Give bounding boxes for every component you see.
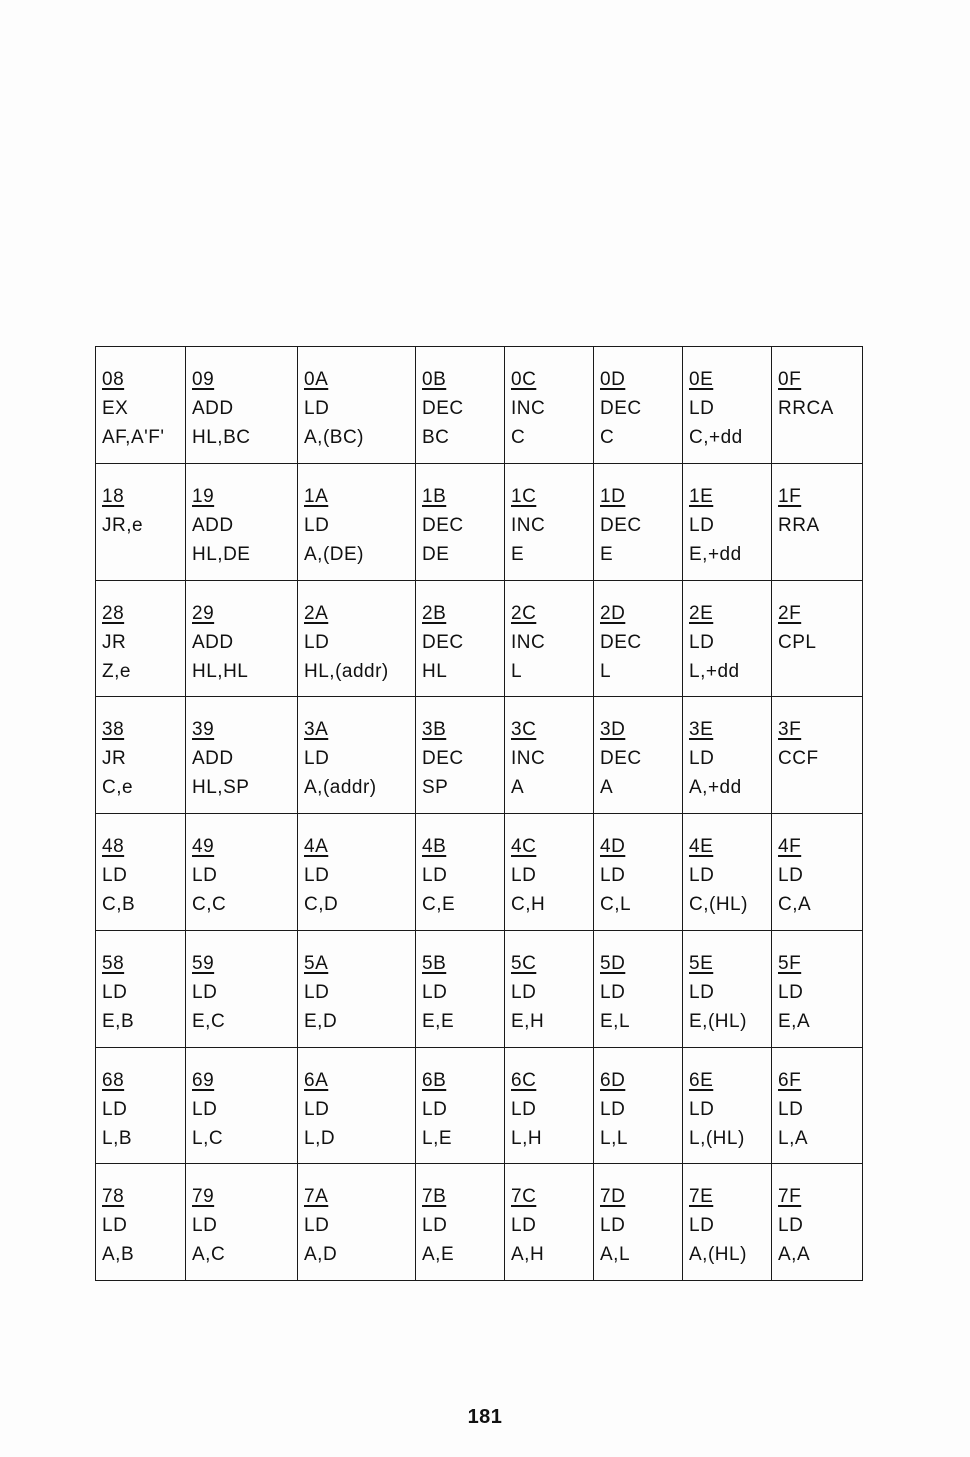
opcode-operands: HL,DE (192, 543, 251, 565)
opcode-mnemonic: LD (304, 981, 330, 1003)
opcode-cell (772, 930, 863, 1047)
opcode-operands: L,A (778, 1127, 809, 1149)
opcode-hex: 3F (778, 719, 802, 741)
opcode-operands: E,D (304, 1010, 338, 1032)
opcode-hex: 1B (422, 485, 447, 507)
opcode-hex: 09 (192, 369, 215, 390)
opcode-operands: L,H (511, 1127, 543, 1149)
opcode-cell (594, 1164, 683, 1281)
opcode-cell (772, 1164, 863, 1281)
opcode-operands (778, 657, 862, 686)
opcode-operands: A,(HL) (689, 1244, 747, 1266)
opcode-mnemonic: LD (689, 1098, 715, 1120)
opcode-mnemonic: DEC (422, 398, 464, 419)
opcode-hex: 2F (778, 602, 802, 624)
opcode-cell (416, 930, 505, 1047)
opcode-hex: 0C (511, 369, 537, 390)
opcode-operands: E,+dd (689, 543, 742, 565)
opcode-operands: A (511, 777, 525, 799)
opcode-hex: 4C (511, 836, 537, 857)
opcode-operands: E,L (600, 1010, 631, 1032)
opcode-hex: 59 (192, 952, 215, 974)
opcode-operands: L,+dd (689, 660, 740, 682)
opcode-cell (416, 697, 505, 814)
opcode-cell (416, 580, 505, 697)
opcode-mnemonic: LD (422, 1098, 448, 1120)
opcode-cell (594, 697, 683, 814)
opcode-mnemonic: LD (689, 865, 715, 886)
opcode-hex: 4D (600, 836, 626, 857)
opcode-cell (186, 1164, 298, 1281)
opcode-hex: 78 (102, 1186, 125, 1208)
opcode-hex: 18 (102, 485, 125, 507)
opcode-mnemonic: DEC (600, 631, 642, 653)
opcode-operands: HL,(addr) (304, 660, 389, 682)
opcode-operands: C,(HL) (689, 894, 748, 915)
opcode-cell (683, 930, 772, 1047)
opcode-mnemonic: DEC (600, 398, 642, 419)
opcode-cell (683, 1164, 772, 1281)
opcode-operands: C,e (102, 777, 134, 799)
opcode-mnemonic: LD (192, 865, 218, 886)
opcode-mnemonic: LD (304, 748, 330, 770)
opcode-operands: HL (422, 660, 448, 682)
opcode-cell (505, 1047, 594, 1164)
opcode-mnemonic: LD (600, 1215, 626, 1237)
opcode-hex: 4B (422, 836, 447, 857)
opcode-hex: 0E (689, 369, 714, 390)
opcode-hex: 5D (600, 952, 626, 974)
opcode-cell (683, 347, 772, 464)
opcode-mnemonic: LD (102, 1098, 128, 1120)
opcode-operands: E,B (102, 1010, 135, 1032)
opcode-hex: 68 (102, 1069, 125, 1091)
page-number: 181 (467, 1406, 503, 1428)
opcode-mnemonic: LD (778, 1215, 804, 1237)
opcode-cell (298, 930, 416, 1047)
table-row (96, 814, 863, 931)
opcode-cell (683, 697, 772, 814)
opcode-operands: A,E (422, 1244, 455, 1266)
opcode-operands: A,(BC) (304, 427, 364, 448)
opcode-mnemonic: LD (778, 1098, 804, 1120)
opcode-mnemonic: LD (600, 1098, 626, 1120)
opcode-mnemonic: LD (600, 981, 626, 1003)
opcode-hex: 58 (102, 952, 125, 974)
opcode-mnemonic: LD (304, 631, 330, 653)
opcode-mnemonic: EX (102, 398, 129, 419)
opcode-cell (96, 1164, 186, 1281)
opcode-hex: 7D (600, 1186, 626, 1208)
opcode-table (95, 346, 863, 1281)
opcode-cell (416, 814, 505, 931)
opcode-hex: 1E (689, 485, 714, 507)
opcode-hex: 5E (689, 952, 714, 974)
opcode-operands: C (511, 427, 526, 448)
opcode-cell (298, 814, 416, 931)
opcode-hex: 38 (102, 719, 125, 741)
table-row (96, 463, 863, 580)
opcode-operands: A,C (192, 1244, 226, 1266)
opcode-operands: L,E (422, 1127, 453, 1149)
opcode-cell (96, 1047, 186, 1164)
opcode-cell (505, 1164, 594, 1281)
opcode-hex: 6E (689, 1069, 714, 1091)
opcode-hex: 4A (304, 836, 329, 857)
opcode-cell (416, 1047, 505, 1164)
opcode-mnemonic: LD (778, 981, 804, 1003)
opcode-mnemonic: LD (778, 865, 804, 886)
opcode-cell (683, 1047, 772, 1164)
opcode-hex: 7F (778, 1186, 802, 1208)
opcode-operands: A,(DE) (304, 543, 364, 565)
opcode-cell (298, 347, 416, 464)
opcode-operands (778, 773, 862, 802)
opcode-hex: 4F (778, 836, 802, 857)
opcode-cell (772, 814, 863, 931)
opcode-hex: 0F (778, 369, 802, 390)
opcode-hex: 5A (304, 952, 329, 974)
opcode-cell (505, 930, 594, 1047)
opcode-mnemonic: LD (102, 865, 128, 886)
opcode-hex: 19 (192, 485, 215, 507)
opcode-operands: E,(HL) (689, 1010, 747, 1032)
opcode-cell (186, 814, 298, 931)
opcode-mnemonic: LD (689, 631, 715, 653)
opcode-cell (298, 1047, 416, 1164)
opcode-cell (186, 463, 298, 580)
opcode-operands: A,A (778, 1244, 811, 1266)
opcode-operands (778, 540, 862, 569)
opcode-operands: C,L (600, 894, 632, 915)
opcode-cell (96, 697, 186, 814)
opcode-operands: C,+dd (689, 427, 743, 448)
opcode-mnemonic: DEC (422, 514, 464, 536)
opcode-operands: AF,A'F' (102, 427, 165, 448)
opcode-hex: 0D (600, 369, 626, 390)
opcode-hex: 7E (689, 1186, 714, 1208)
opcode-cell (298, 697, 416, 814)
opcode-mnemonic: DEC (422, 748, 464, 770)
opcode-operands: E,E (422, 1010, 455, 1032)
opcode-mnemonic: LD (689, 514, 715, 536)
opcode-operands: E,H (511, 1010, 545, 1032)
opcode-hex: 2E (689, 602, 714, 624)
opcode-cell (505, 697, 594, 814)
opcode-operands: C (600, 427, 615, 448)
opcode-hex: 2D (600, 602, 626, 624)
opcode-operands: DE (422, 543, 450, 565)
opcode-operands: SP (422, 777, 449, 799)
opcode-mnemonic: LD (511, 1098, 537, 1120)
opcode-mnemonic: CCF (778, 748, 819, 770)
opcode-hex: 79 (192, 1186, 215, 1208)
opcode-operands: A,+dd (689, 777, 742, 799)
opcode-mnemonic: LD (511, 865, 537, 886)
opcode-operands: C,A (778, 894, 812, 915)
opcode-operands: L (600, 660, 612, 682)
opcode-cell (594, 580, 683, 697)
opcode-mnemonic: LD (422, 865, 448, 886)
opcode-operands: C,E (422, 894, 456, 915)
opcode-mnemonic: LD (689, 1215, 715, 1237)
opcode-hex: 49 (192, 836, 215, 857)
table-row (96, 1047, 863, 1164)
opcode-mnemonic: LD (689, 748, 715, 770)
opcode-mnemonic: RRCA (778, 398, 834, 419)
opcode-cell (594, 463, 683, 580)
opcode-mnemonic: INC (511, 398, 546, 419)
opcode-operands: C,B (102, 894, 136, 915)
opcode-mnemonic: RRA (778, 514, 820, 536)
opcode-operands: HL,BC (192, 427, 251, 448)
opcode-cell (683, 463, 772, 580)
opcode-hex: 69 (192, 1069, 215, 1091)
opcode-operands: A,D (304, 1244, 338, 1266)
table-row (96, 347, 863, 464)
opcode-operands: E,C (192, 1010, 226, 1032)
opcode-hex: 2A (304, 602, 329, 624)
opcode-table-body (96, 347, 863, 1281)
opcode-operands: E (511, 543, 525, 565)
opcode-mnemonic: DEC (600, 748, 642, 770)
opcode-hex: 08 (102, 369, 125, 390)
opcode-operands: A,B (102, 1244, 135, 1266)
opcode-operands: A,(addr) (304, 777, 377, 799)
opcode-mnemonic: DEC (600, 514, 642, 536)
opcode-hex: 3B (422, 719, 447, 741)
opcode-operands: BC (422, 427, 450, 448)
opcode-hex: 6F (778, 1069, 802, 1091)
opcode-hex: 6D (600, 1069, 626, 1091)
opcode-hex: 2C (511, 602, 537, 624)
opcode-cell (96, 463, 186, 580)
opcode-operands: L,L (600, 1127, 628, 1149)
opcode-mnemonic: ADD (192, 631, 234, 653)
table-row (96, 697, 863, 814)
opcode-mnemonic: LD (600, 865, 626, 886)
opcode-mnemonic: LD (102, 981, 128, 1003)
opcode-mnemonic: INC (511, 631, 546, 653)
opcode-mnemonic: LD (304, 1215, 330, 1237)
opcode-cell (96, 814, 186, 931)
opcode-mnemonic: LD (192, 981, 218, 1003)
opcode-mnemonic: INC (511, 514, 546, 536)
opcode-hex: 6C (511, 1069, 537, 1091)
opcode-hex: 3C (511, 719, 537, 741)
opcode-mnemonic: ADD (192, 514, 234, 536)
opcode-mnemonic: JR (102, 748, 127, 770)
opcode-operands: L,B (102, 1127, 133, 1149)
opcode-mnemonic: INC (511, 748, 546, 770)
opcode-hex: 4E (689, 836, 714, 857)
opcode-mnemonic: LD (304, 514, 330, 536)
opcode-operands: A (600, 777, 614, 799)
opcode-hex: 3E (689, 719, 714, 741)
opcode-cell (772, 463, 863, 580)
opcode-operands: C,C (192, 894, 227, 915)
opcode-mnemonic: LD (304, 1098, 330, 1120)
opcode-cell (186, 1047, 298, 1164)
opcode-cell (298, 580, 416, 697)
opcode-mnemonic: LD (689, 398, 715, 419)
opcode-cell (594, 814, 683, 931)
opcode-hex: 0A (304, 369, 329, 390)
opcode-operands: A,H (511, 1244, 545, 1266)
opcode-hex: 3A (304, 719, 329, 741)
opcode-mnemonic: LD (192, 1215, 218, 1237)
opcode-hex: 2B (422, 602, 447, 624)
opcode-cell (186, 580, 298, 697)
opcode-cell (96, 347, 186, 464)
opcode-operands: C,D (304, 894, 339, 915)
opcode-cell (772, 347, 863, 464)
opcode-mnemonic: JR (102, 631, 127, 653)
opcode-cell (683, 580, 772, 697)
opcode-mnemonic: JR,e (102, 514, 144, 536)
opcode-hex: 7A (304, 1186, 329, 1208)
opcode-operands: L (511, 660, 523, 682)
opcode-cell (594, 347, 683, 464)
opcode-mnemonic: LD (304, 865, 330, 886)
opcode-hex: 1C (511, 485, 537, 507)
opcode-hex: 29 (192, 602, 215, 624)
opcode-cell (505, 580, 594, 697)
opcode-mnemonic: LD (422, 1215, 448, 1237)
opcode-operands (778, 423, 862, 452)
opcode-operands: L,D (304, 1127, 336, 1149)
opcode-mnemonic: ADD (192, 398, 234, 419)
opcode-operands: HL,SP (192, 777, 250, 799)
opcode-mnemonic: LD (192, 1098, 218, 1120)
opcode-hex: 1A (304, 485, 329, 507)
opcode-cell (505, 814, 594, 931)
table-row (96, 930, 863, 1047)
opcode-cell (96, 580, 186, 697)
opcode-operands: A,L (600, 1244, 631, 1266)
opcode-hex: 6B (422, 1069, 447, 1091)
opcode-hex: 48 (102, 836, 125, 857)
opcode-hex: 39 (192, 719, 215, 741)
opcode-mnemonic: LD (689, 981, 715, 1003)
opcode-cell (416, 463, 505, 580)
opcode-cell (772, 1047, 863, 1164)
opcode-mnemonic: DEC (422, 631, 464, 653)
opcode-mnemonic: LD (511, 1215, 537, 1237)
opcode-cell (772, 580, 863, 697)
opcode-cell (505, 463, 594, 580)
opcode-operands: L,(HL) (689, 1127, 745, 1149)
opcode-cell (298, 463, 416, 580)
opcode-operands: E,A (778, 1010, 811, 1032)
opcode-hex: 28 (102, 602, 125, 624)
opcode-operands: L,C (192, 1127, 224, 1149)
opcode-mnemonic: LD (511, 981, 537, 1003)
opcode-hex: 5C (511, 952, 537, 974)
opcode-operands: HL,HL (192, 660, 249, 682)
opcode-hex: 6A (304, 1069, 329, 1091)
opcode-mnemonic: ADD (192, 748, 234, 770)
opcode-hex: 5F (778, 952, 802, 974)
opcode-operands (102, 540, 185, 569)
opcode-hex: 7B (422, 1186, 447, 1208)
opcode-hex: 7C (511, 1186, 537, 1208)
opcode-operands: C,H (511, 894, 546, 915)
table-row (96, 580, 863, 697)
opcode-cell (186, 697, 298, 814)
opcode-cell (186, 930, 298, 1047)
opcode-cell (186, 347, 298, 464)
opcode-hex: 3D (600, 719, 626, 741)
opcode-cell (683, 814, 772, 931)
opcode-operands: Z,e (102, 660, 131, 682)
opcode-cell (298, 1164, 416, 1281)
opcode-hex: 1D (600, 485, 626, 507)
opcode-cell (772, 697, 863, 814)
opcode-mnemonic: LD (304, 398, 330, 419)
table-row (96, 1164, 863, 1281)
opcode-hex: 1F (778, 485, 802, 507)
opcode-operands: E (600, 543, 614, 565)
opcode-mnemonic: LD (102, 1215, 128, 1237)
opcode-cell (416, 1164, 505, 1281)
opcode-hex: 0B (422, 369, 447, 390)
opcode-hex: 5B (422, 952, 447, 974)
opcode-mnemonic: LD (422, 981, 448, 1003)
opcode-mnemonic: CPL (778, 631, 817, 653)
opcode-cell (96, 930, 186, 1047)
opcode-cell (594, 1047, 683, 1164)
opcode-cell (594, 930, 683, 1047)
opcode-cell (505, 347, 594, 464)
opcode-cell (416, 347, 505, 464)
